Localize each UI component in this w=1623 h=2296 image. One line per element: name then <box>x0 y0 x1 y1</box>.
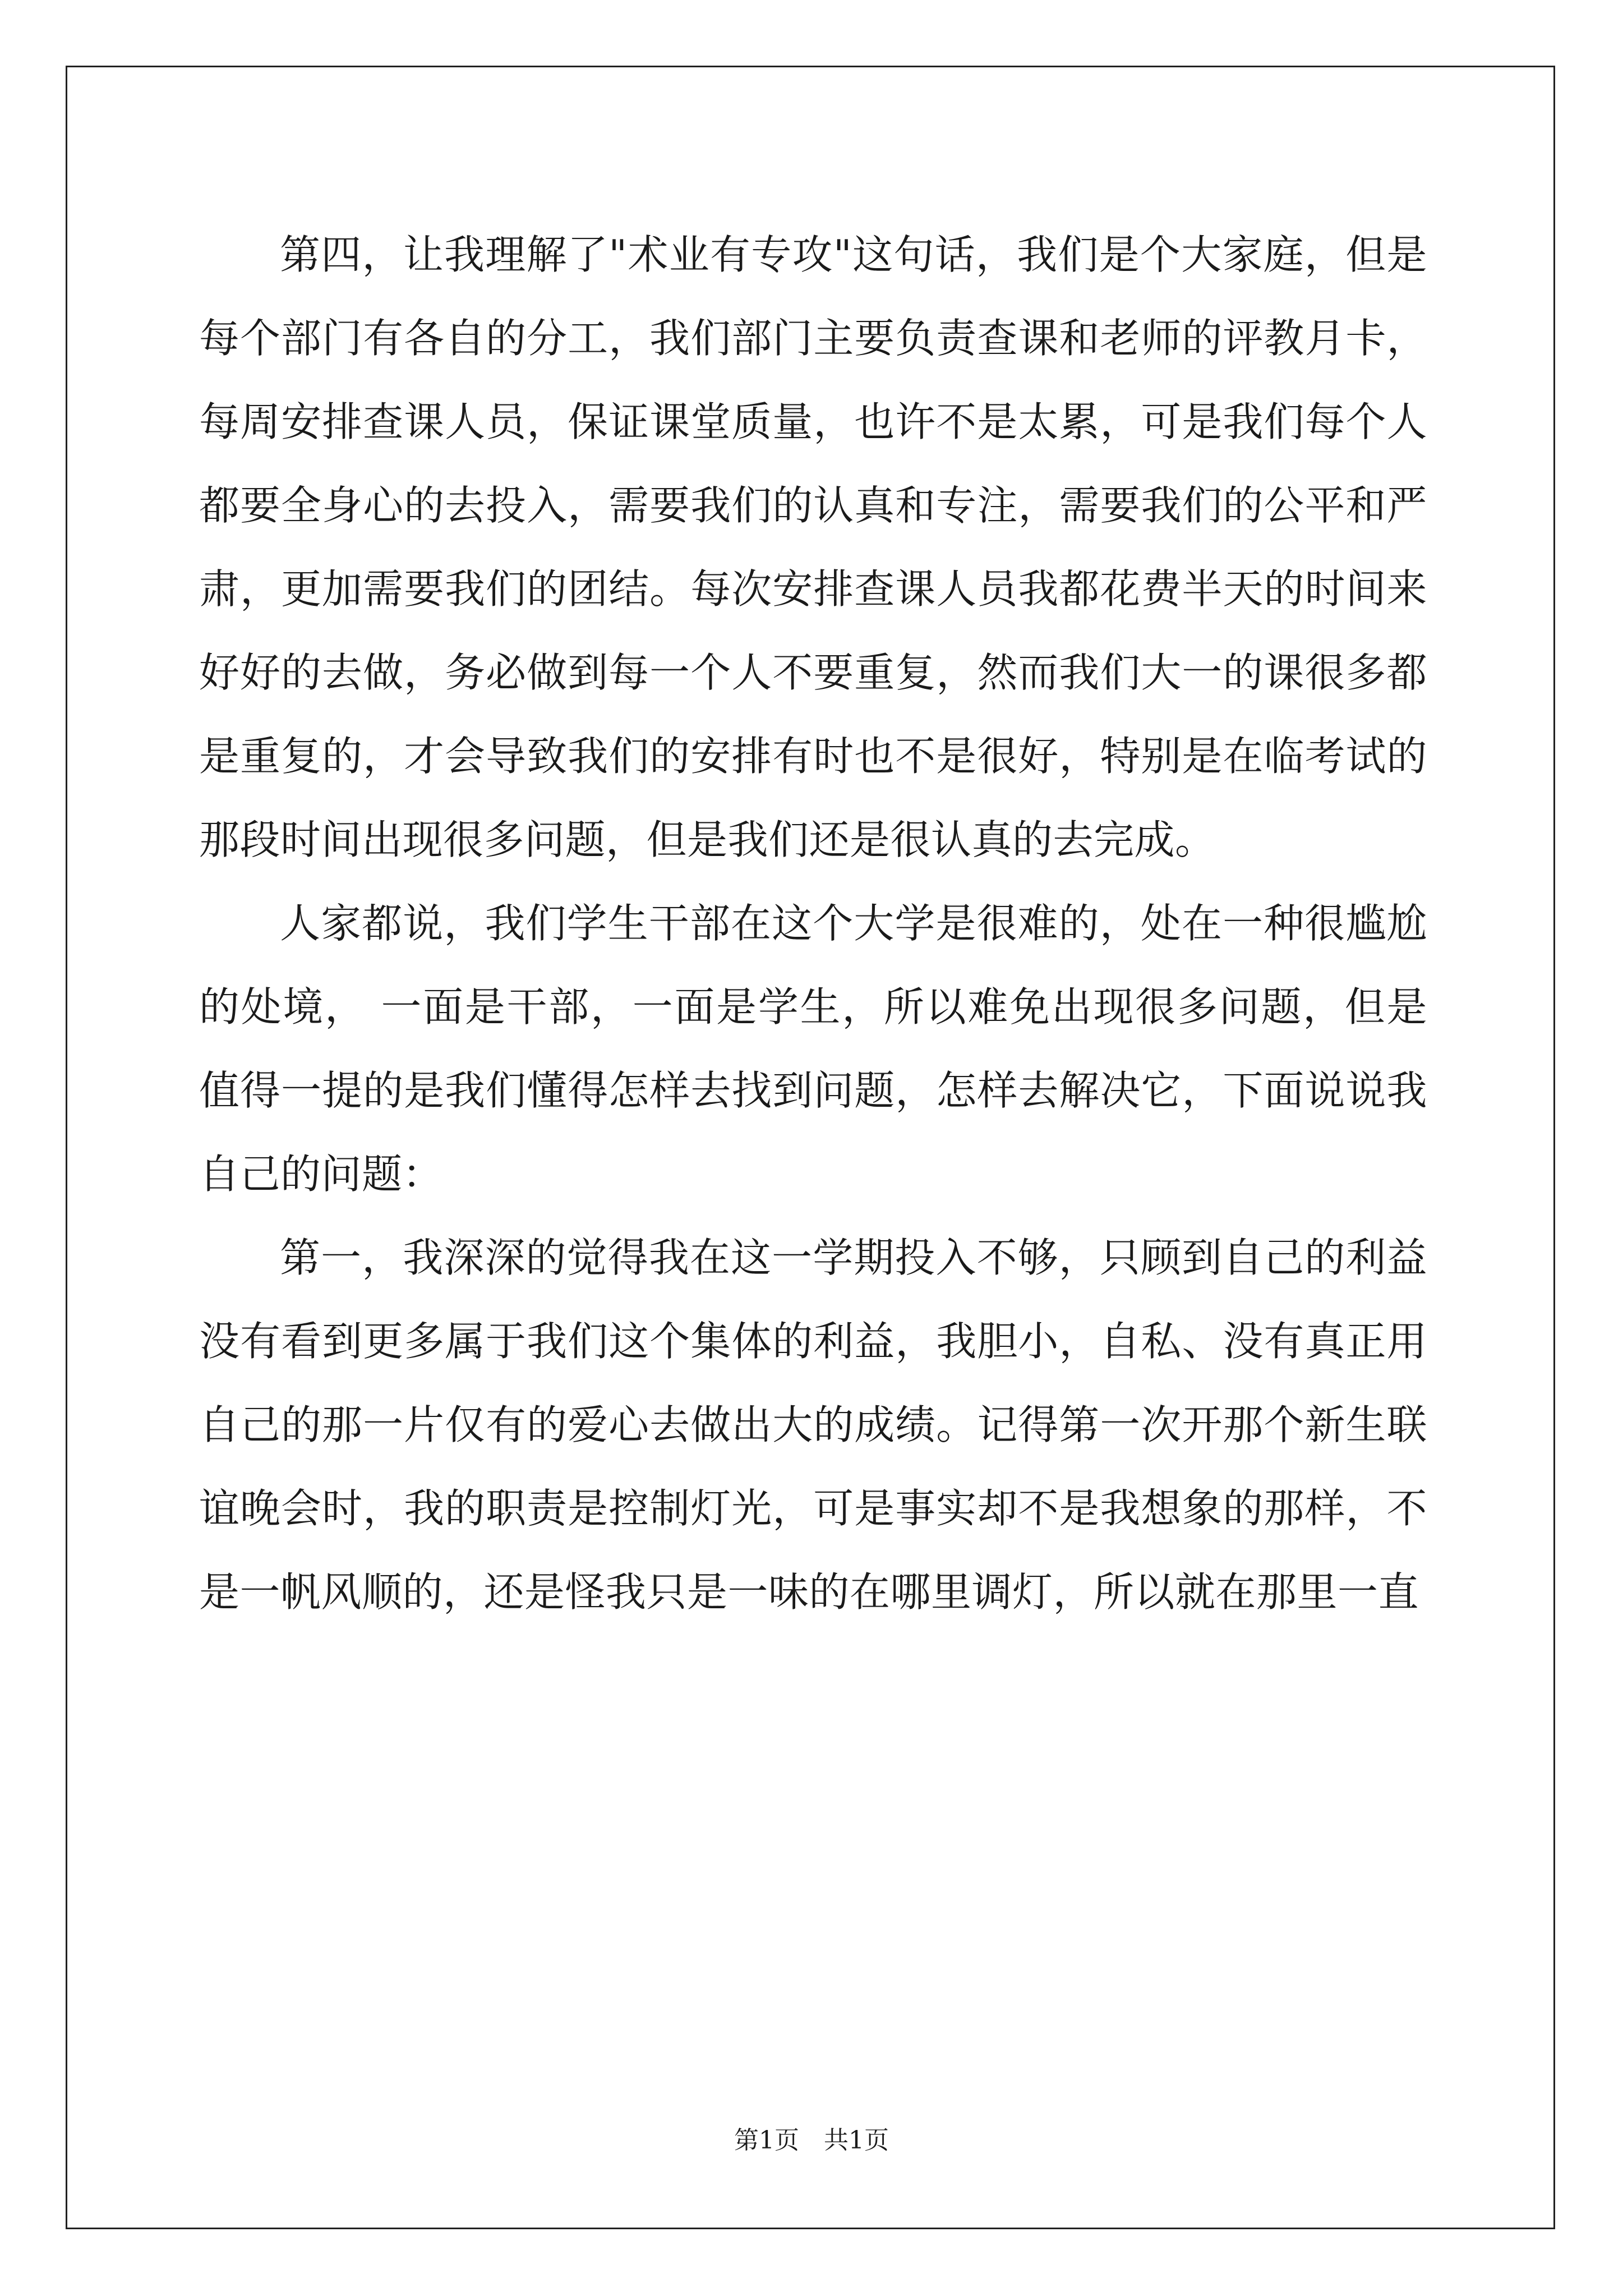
page-footer: 第1页 共1页 <box>734 2126 889 2155</box>
paragraph-2: 人家都说，我们学生干部在这个大学是很难的，处在一种很尴尬的处境， 一面是干部，一面是学生，所以难免出现很多问题，但是值得一提的是我们懂得怎样去找到问题，怎样去解决它，下面说说我自己的问题： <box>199 900 1427 1198</box>
paragraph-1: 第四，让我理解了"术业有专攻"这句话，我们是个大家庭，但是每个部门有各自的分工，我们部门主要负责查课和老师的评教月卡，每周安排查课人员，保证课堂质量，也许不是太累，可是我们每个人都要全身心的去投入，需要我们的认真和专注，需要我们的公平和严肃，更加需要我们的团结。每次安排查课人员我都花费半天的时间来好好的去做，务必做到每一个人不要重复，然而我们大一的课很多都是重复的，才会导致我们的安排有时也不是很好，特别是在临考试的那段时间出现很多问题，但是我们还是很认真的去完成。 <box>199 231 1427 863</box>
document-body <box>199 213 1427 1634</box>
paragraph-3: 第一，我深深的觉得我在这一学期投入不够，只顾到自己的利益没有看到更多属于我们这个集体的利益，我胆小，自私、没有真正用自己的那一片仅有的爱心去做出大的成绩。记得第一次开那个新生联谊晚会时，我的职责是控制灯光，可是事实却不是我想象的那样，不是一帆风顺的，还是怪我只是一味的在哪里调灯，所以就在那里一直 <box>199 1234 1427 1616</box>
